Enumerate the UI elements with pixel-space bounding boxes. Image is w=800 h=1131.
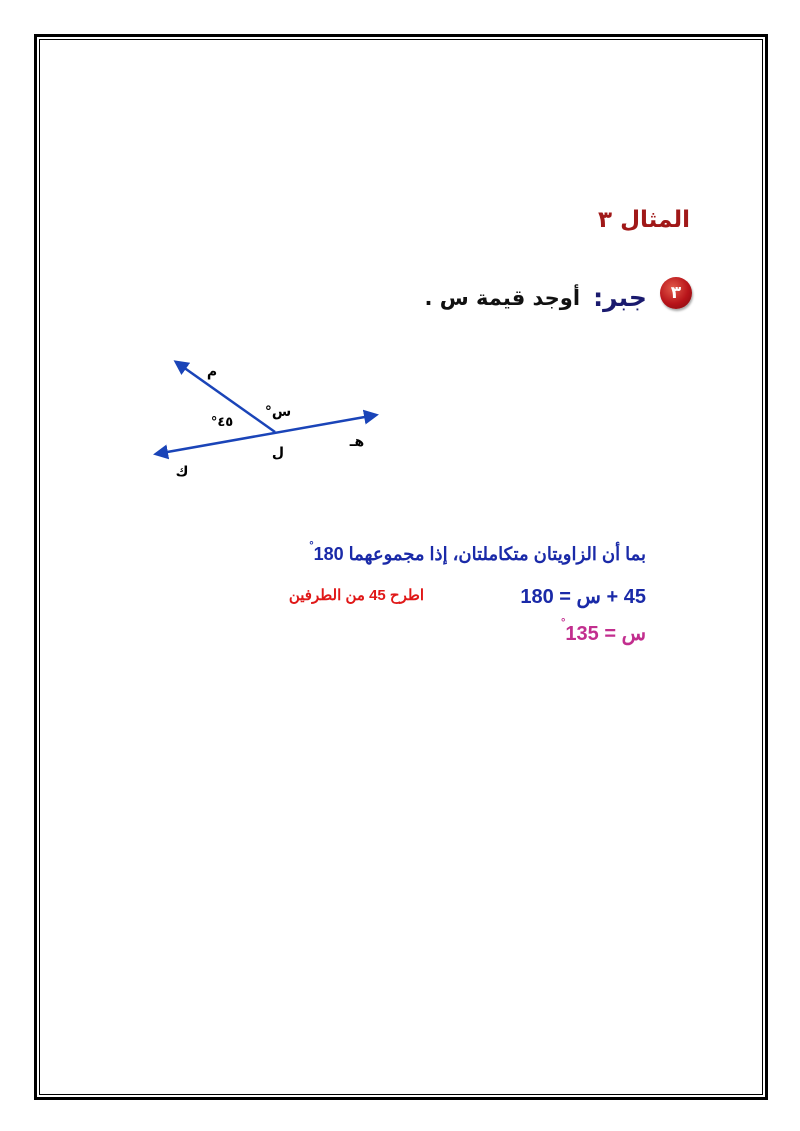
page-border-inner [39,39,763,1095]
question-number-badge: ٣ [660,277,692,309]
example-heading: المثال ٣ [598,207,690,233]
label-k: ك [175,464,189,480]
line-k-h [156,415,376,454]
angle-figure [140,350,390,490]
question-text: أوجد قيمة س . [424,285,581,310]
question-row [424,283,692,323]
solution-answer: س = 135° [561,617,646,645]
question-topic: جبر: [593,283,647,312]
label-h: هـ [349,434,365,450]
solution-note: اطرح 45 من الطرفين [288,587,424,604]
label-l: ل [271,445,285,461]
label-angle-x: س° [264,404,292,420]
solution-line-1: بما أن الزاويتان متكاملتان، إذا مجموعهما 180° [309,540,646,564]
label-m: م [206,364,218,380]
solution-line-2: 45 + س = 180 [520,586,646,608]
label-angle-45: ٤٥° [210,415,234,430]
